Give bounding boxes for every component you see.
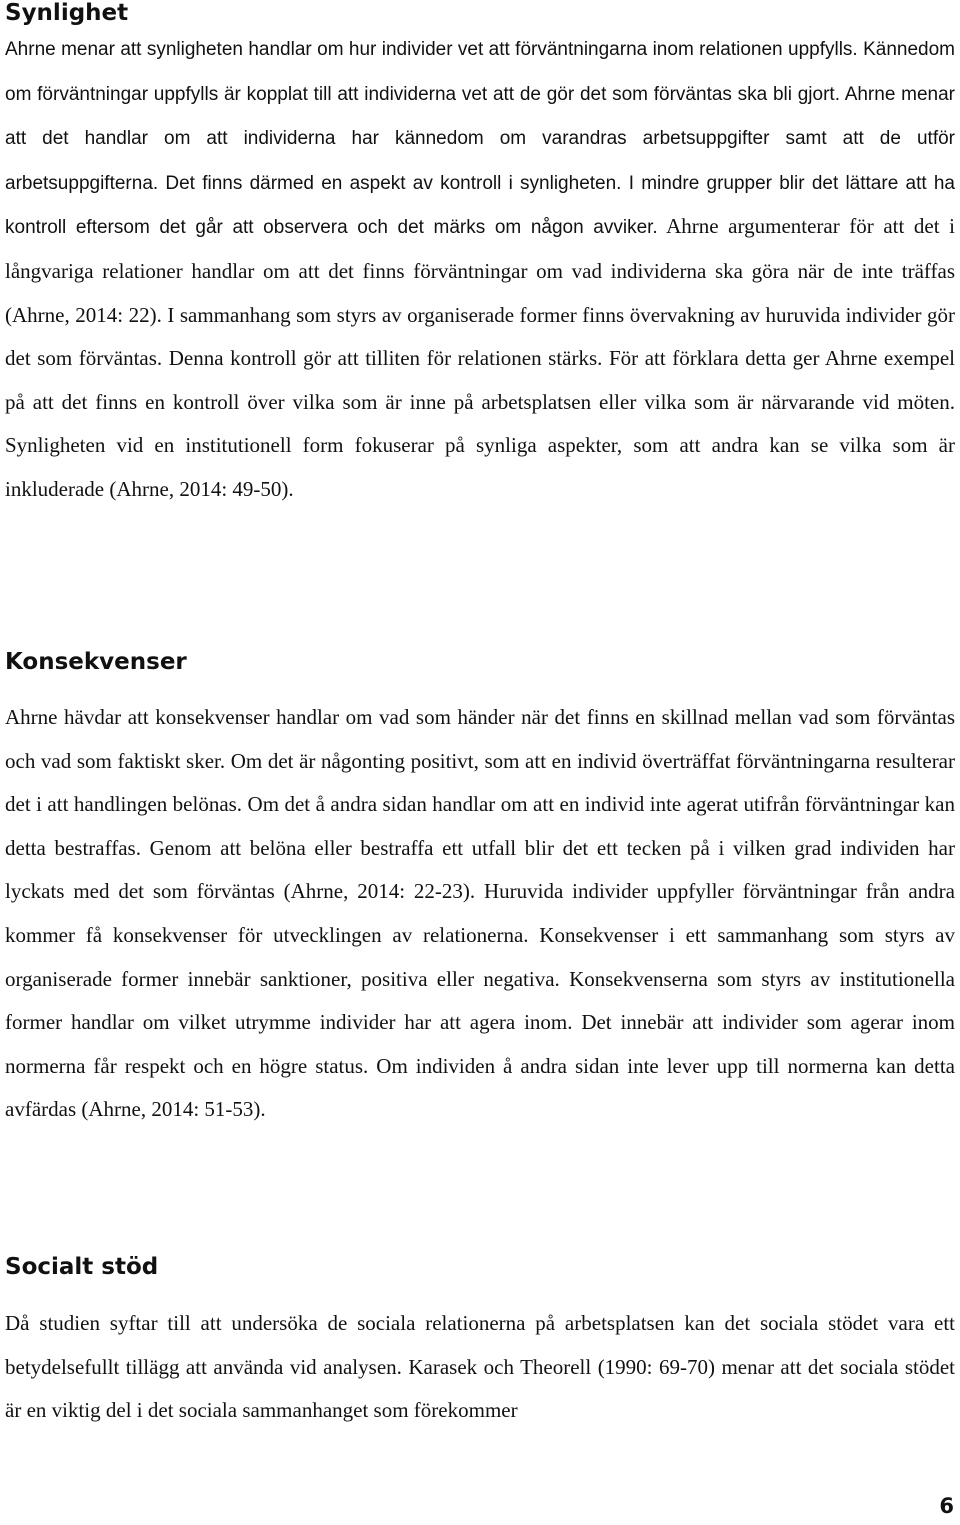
paragraph-run-sans: Ahrne menar att synligheten handlar om hur individer vet att förväntningarna inom relationen uppfylls. Kännedom om förväntningar uppfylls är kopplat till att individerna vet att de gör det som förväntas ska bli gjort. Ahrne menar att det handlar om att individerna har kännedom om varandras arbetsuppgifter samt att de utför arbetsuppgifterna. Det finns därmed en aspekt av kontroll i synligheten. I mindre grupper blir det lättare att ha kontroll eftersom det går att observera och det märks om någon avviker. <box>5 39 955 239</box>
section-heading-synlighet: Synlighet <box>5 0 129 26</box>
page-number: 6 <box>939 1494 954 1518</box>
paragraph-run-serif: Ahrne hävdar att konsekvenser handlar om vad som händer när det finns en skillnad mellan vad som förväntas och vad som faktiskt sker. Om det är någonting positivt, som att en individ överträffat förväntningarna resulterar det i att handlingen belönas. Om det å andra sidan handlar om att en individ inte agerat utifrån förväntningar kan detta bestraffas. Genom att belöna eller bestraffa ett utfall blir det ett tecken på i vilken grad individen har lyckats med det som förväntas (Ahrne, 2014: 22-23). Huruvida individer uppfyller förväntningar från andra kommer få konsekvenser för utvecklingen av relationerna. Konsekvenser i ett sammanhang som styrs av organiserade former innebär sanktioner, positiva eller negativa. Konsekvenserna som styrs av institutionella former handlar om vilket utrymme individer har att agera inom. Det innebär att individer som agerar inom normerna får respekt och en högre status. Om individen å andra sidan inte lever upp till normerna kan detta avfärdas (Ahrne, 2014: 51-53). <box>5 705 955 1122</box>
paragraph-run-serif: Då studien syftar till att undersöka de sociala relationerna på arbetsplatsen kan det sociala stödet vara ett betydelsefullt tillägg att använda vid analysen. Karasek och Theorell (1990: 69-70) menar att det sociala stödet är en viktig del i det sociala sammanhanget som förekommer <box>5 1311 955 1423</box>
section-paragraph-synlighet <box>5 27 955 512</box>
paragraph-run-serif: Ahrne argumenterar för att det i långvariga relationer handlar om att det finns förväntningar om vad individerna ska göra när de inte träffas (Ahrne, 2014: 22). I sammanhang som styrs av organiserade former finns övervakning av huruvida individer gör det som förväntas. Denna kontroll gör att tilliten för relationen stärks. För att förklara detta ger Ahrne exempel på att det finns en kontroll över vilka som är inne på arbetsplatsen eller vilka som är närvarande vid möten. Synligheten vid en institutionell form fokuserar på synliga aspekter, som att andra kan se vilka som är inkluderade (Ahrne, 2014: 49-50). <box>5 214 955 501</box>
section-heading-konsekvenser: Konsekvenser <box>5 649 187 675</box>
section-paragraph-konsekvenser <box>5 696 955 1132</box>
section-heading-socialt-stod: Socialt stöd <box>5 1254 159 1280</box>
section-paragraph-socialt-stod <box>5 1302 955 1433</box>
